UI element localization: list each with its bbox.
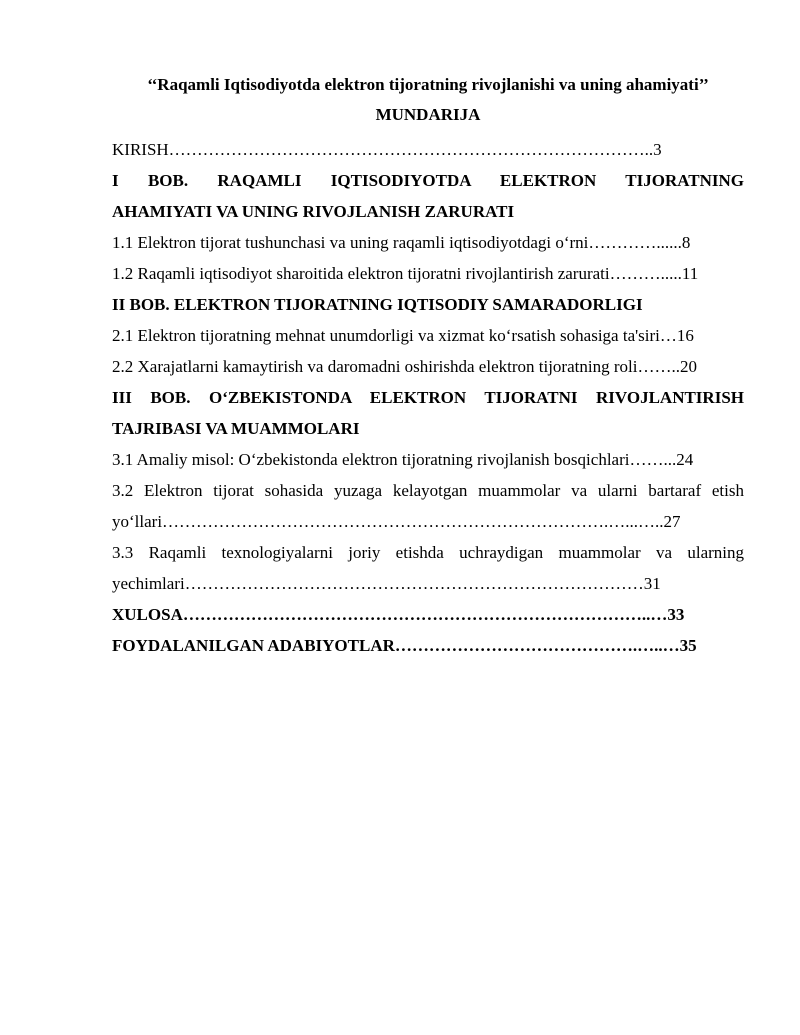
toc-chapter-1-line-2: AHAMIYATI VA UNING RIVOJLANISH ZARURATI — [112, 202, 515, 221]
toc-entry-3-3-line-2: yechimlari………………………………………………………………………31 — [112, 574, 661, 593]
toc-entry-3-3-line-1: 3.3 Raqamli texnologiyalarni joriy etishda uchraydigan muammolar va ularning — [112, 543, 744, 562]
toc-chapter-1-line-1: I BOB. RAQAMLI IQTISODIYOTDA ELEKTRON TIJORATNING — [112, 171, 744, 190]
toc-entry-2-2: 2.2 Xarajatlarni kamaytirish va daromadni oshirishda elektron tijoratning roli……..20 — [112, 357, 697, 376]
toc-chapter-2: II BOB. ELEKTRON TIJORATNING IQTISODIY SAMARADORLIGI — [112, 295, 643, 314]
toc-entry-3-2-line-1: 3.2 Elektron tijorat sohasida yuzaga kelayotgan muammolar va ularni bartaraf etish — [112, 481, 744, 500]
toc-entry-3-2-line-2: yo‘llari…………………………………………………………………….…...…..27 — [112, 512, 681, 531]
document-content — [112, 72, 744, 661]
toc-entry-2-1: 2.1 Elektron tijoratning mehnat unumdorligi va xizmat ko‘rsatish sohasiga ta'siri…16 — [112, 326, 694, 345]
toc-chapter-3-line-1: III BOB. O‘ZBEKISTONDA ELEKTRON TIJORATNI RIVOJLANTIRISH — [112, 388, 744, 407]
toc-entry-kirish: KIRISH…………………………………………………………………………..3 — [112, 140, 662, 159]
toc-entry-3-1: 3.1 Amaliy misol: O‘zbekistonda elektron tijoratning rivojlanish bosqichlari……...24 — [112, 450, 694, 469]
toc-entry-1-1: 1.1 Elektron tijorat tushunchasi va uning raqamli iqtisodiyotdagi o‘rni…………......8 — [112, 233, 691, 252]
toc-chapter-3-line-2: TAJRIBASI VA MUAMMOLARI — [112, 419, 360, 438]
toc-heading: MUNDARIJA — [375, 105, 481, 124]
toc-entry-1-2: 1.2 Raqamli iqtisodiyot sharoitida elektron tijoratni rivojlantirish zarurati……….....11 — [112, 264, 699, 283]
toc-entry-xulosa: XULOSA………………………………………………………………………..…33 — [112, 605, 685, 624]
document-title: ‘‘Raqamli Iqtisodiyotda elektron tijoratning rivojlanishi va uning ahamiyati’’ — [147, 75, 709, 94]
toc-entry-adabiyotlar: FOYDALANILGAN ADABIYOTLAR…………………………………….…..…35 — [112, 636, 697, 655]
